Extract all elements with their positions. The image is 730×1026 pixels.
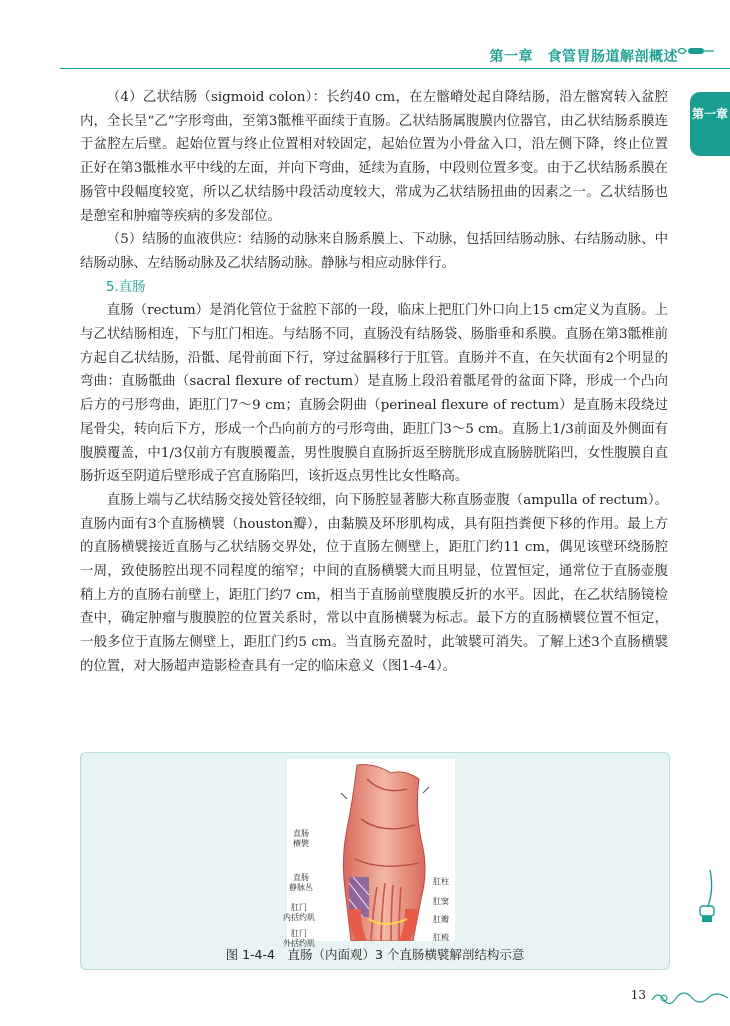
label-external-sphincter: 肛门 外括约肌 xyxy=(283,929,315,948)
probe-cable-icon xyxy=(690,870,720,930)
label-anal-valve: 肛瓣 xyxy=(433,915,449,924)
paragraph: （5）结肠的血液供应：结肠的动脉来自肠系膜上、下动脉，包括回结肠动脉、右结肠动脉、中结肠动脉、左结肠动脉及乙状结肠动脉。静脉与相应动脉伴行。 xyxy=(80,232,668,271)
label-pecten: 肛梳 xyxy=(433,933,449,942)
page-number: 13 xyxy=(630,988,646,1002)
page-header xyxy=(0,0,730,70)
section-heading: 5.直肠 xyxy=(106,279,146,295)
label-venous-plexus: 直肠 静脉丛 xyxy=(289,873,313,892)
label-anal-sinus: 肛窦 xyxy=(433,897,449,906)
paragraph: （4）乙状结肠（sigmoid colon）：长约40 cm，在左髂嵴处起自降结肠，沿左髂窝转入盆腔内，全长呈“乙”字形弯曲，至第3骶椎平面续于直肠。乙状结肠属腹膜内位器官，由乙状结肠系膜连于盆腔左后壁。起始位置与终止位置相对较固定，起始位置为小骨盆入口，沿左侧下降，终止位置正好在第3骶椎水平中线的左面，并向下弯曲，延续为直肠，中段则位置多变。由于乙状结肠系膜在肠管中段幅度较宽，所以乙状结肠中段活动度较大，常成为乙状结肠扭曲的因素之一。乙状结肠也是憩室和肿瘤等疾病的多发部位。 xyxy=(80,90,668,224)
wave-decoration-icon xyxy=(650,986,730,1010)
paragraph: 直肠（rectum）是消化管位于盆腔下部的一段，临床上把肛门外口向上15 cm定义为直肠。上与乙状结肠相连，下与肛门相连。与结肠不同，直肠没有结肠袋、肠脂垂和系膜。直肠在第3骶椎前方起自乙状结肠，沿骶、尾骨前面下行，穿过盆膈移行于肛管。直肠并不直，在矢状面有2个明显的弯曲：直肠骶曲（sacral flexure of rectum）是直肠上段沿着骶尾骨的盆面下降，形成一个凸向后方的弓形弯曲，距肛门7～9 cm；直肠会阴曲（perineal flexure of rectum）是直肠末段绕过尾骨尖，转向后下方，形成一个凸向前方的弓形弯曲，距肛门3～5 cm。直肠上1/3前面及外侧面有腹膜覆盖，中1/3仅前方有腹膜覆盖，男性腹膜自直肠折返至膀胱形成直肠膀胱陷凹，女性腹膜自直肠折返至阴道后壁形成子宫直肠陷凹，该折返点男性比女性略高。 xyxy=(80,303,668,485)
label-internal-sphincter: 肛门 内括约肌 xyxy=(283,903,315,922)
figure-caption: 图 1-4-4 直肠（内面观）3 个直肠横襞解剖结构示意 xyxy=(225,947,525,962)
body-text xyxy=(80,86,668,679)
chapter-side-tab: 第一章 xyxy=(690,92,730,156)
label-rectal-fold: 直肠 横襞 xyxy=(293,829,309,848)
header-rule xyxy=(60,68,730,69)
probe-icon xyxy=(676,44,716,58)
paragraph: 直肠上端与乙状结肠交接处管径较细，向下肠腔显著膨大称直肠壶腹（ampulla of rectum）。直肠内面有3个直肠横襞（houston瓣），由黏膜及环形肌构成，具有阻挡粪便下移的作用。最上方的直肠横襞接近直肠与乙状结肠交界处，位于直肠左侧壁上，距肛门约11 cm，偶见该壁环绕肠腔一周，致使肠腔出现不同程度的缩窄；中间的直肠横襞大而且明显，位置恒定，通常位于直肠壶腹稍上方的直肠右前壁上，距肛门约7 cm，相当于直肠前壁腹膜反折的水平。因此，在乙状结肠镜检查中，确定肿瘤与腹膜腔的位置关系时，常以中直肠横襞为标志。最下方的直肠横襞位置不恒定，一般多位于直肠左侧壁上，距肛门约5 cm。当直肠充盈时，此皱襞可消失。了解上述3个直肠横襞的位置，对大肠超声造影检查具有一定的临床意义（图1-4-4）。 xyxy=(80,492,668,674)
figure-panel xyxy=(80,752,670,970)
label-anal-column: 肛柱 xyxy=(433,877,449,886)
chapter-title: 第一章 食管胃肠道解剖概述 xyxy=(489,49,678,65)
